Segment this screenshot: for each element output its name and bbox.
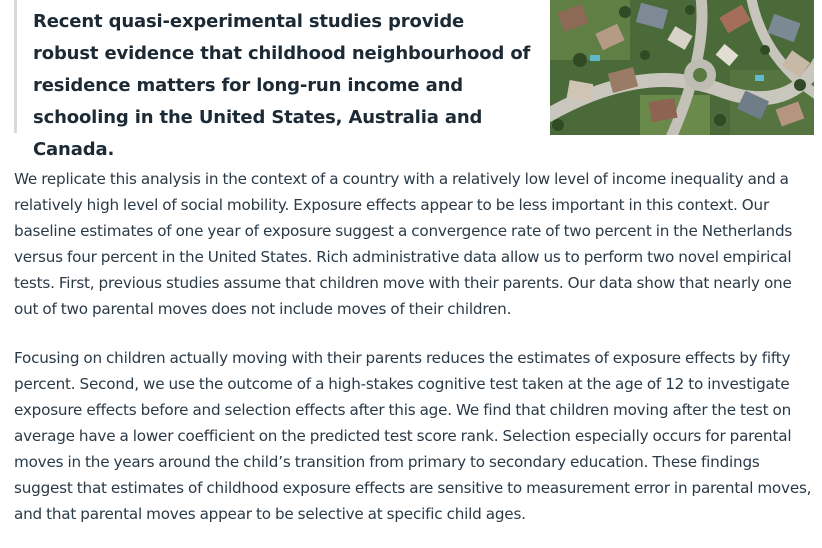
aerial-neighbourhood-image	[550, 0, 814, 135]
pull-quote-text: Recent quasi-experimental studies provide robust evidence that childhood neighbourhood of residence matters for long-run income and schooling in the United States, Australia and Canada.	[33, 11, 531, 160]
body-paragraph-1: We replicate this analysis in the context of a country with a relatively low level of income inequality and a relatively high level of social mobility. Exposure effects appear to be less important in this context. Our baseline estimates of one year of exposure suggest a convergence rate of two percent in the Netherlands versus four percent in the United States. Rich administrative data allow us to perform two novel empirical tests. First, previous studies assume that children move with their parents. Our data show that nearly one out of two parental moves does not include moves of their children.	[14, 170, 793, 318]
pull-quote	[14, 0, 534, 160]
body-paragraph-2: Focusing on children actually moving with their parents reduces the estimates of exposure effects by fifty percent. Second, we use the outcome of a high-stakes cognitive test taken at the age of 12 to investigate exposure effects before and selection effects after this age. We find that children moving after the test on average have a lower coefficient on the predicted test score rank. Selection especially occurs for parental moves in the years around the child’s transition from primary to secondary education. These findings suggest that estimates of childhood exposure effects are sensitive to measurement error in parental moves, and that parental moves appear to be selective at specific child ages.	[14, 349, 812, 523]
